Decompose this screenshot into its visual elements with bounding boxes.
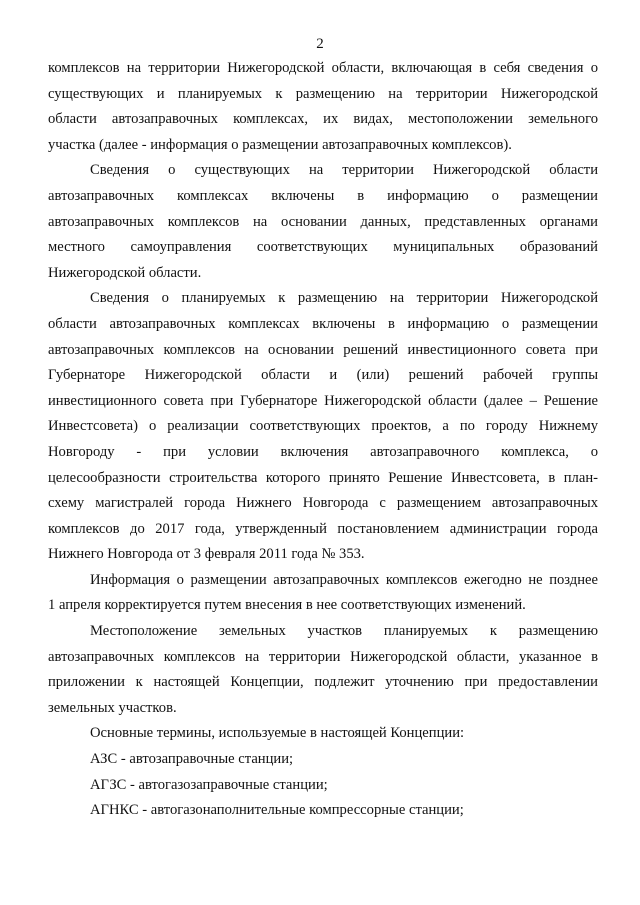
text-line: Местоположение земельных участков планируемых к размещению	[90, 623, 598, 640]
terms-intro: Основные термины, используемые в настоящей Концепции:	[90, 725, 465, 742]
text-line: Нижегородской области.	[48, 264, 202, 281]
text-line: автозаправочных комплексах включены в информацию о размещении	[48, 187, 598, 204]
text-line: приложении к настоящей Концепции, подлежит уточнению при предоставлении	[48, 674, 598, 691]
paragraph-5	[48, 619, 598, 721]
text-line: целесообразности строительства которого принято Решение Инвестсовета, в план-	[48, 469, 598, 486]
paragraph-2	[48, 158, 598, 286]
page-number: 2	[316, 36, 324, 52]
text-line: автозаправочных комплексов на территории Нижегородской области, указанное в	[48, 648, 598, 665]
text-line: области автозаправочных комплексах, их видах, местоположении земельного	[48, 111, 598, 128]
text-line: автозаправочных комплексов на основании данных, представленных органами	[48, 213, 598, 230]
text-line: существующих и планируемых к размещению на территории Нижегородской	[48, 85, 598, 102]
document-body	[48, 56, 598, 824]
text-line: Новгороду - при условии включения автозаправочного комплекса, о	[48, 443, 598, 460]
text-line: участка (далее - информация о размещении автозаправочных комплексов).	[48, 136, 512, 153]
text-line: автозаправочных комплексов на основании решений инвестиционного совета при	[48, 341, 598, 358]
text-line: Сведения о планируемых к размещению на территории Нижегородской	[90, 290, 598, 307]
text-line: схему магистралей города Нижнего Новгорода с размещением автозаправочных	[48, 495, 598, 512]
paragraph-1	[48, 56, 598, 158]
text-line: инвестиционного совета при Губернаторе Нижегородской области (далее – Решение	[48, 392, 598, 409]
term-item: АГЗС - автогазозаправочные станции;	[90, 776, 328, 793]
text-line: области автозаправочных комплексах включены в информацию о размещении	[48, 315, 598, 332]
text-line: комплексов до 2017 года, утвержденный постановлением администрации города	[48, 520, 598, 537]
term-item: АЗС - автозаправочные станции;	[90, 751, 294, 768]
paragraph-3	[48, 286, 598, 568]
text-line: Инвестсовета) о реализации соответствующих проектов, а по городу Нижнему	[48, 418, 598, 435]
text-line: Сведения о существующих на территории Нижегородской области	[90, 162, 598, 179]
text-line: земельных участков.	[48, 699, 177, 716]
text-line: Информация о размещении автозаправочных комплексов ежегодно не позднее	[90, 571, 598, 588]
text-line: комплексов на территории Нижегородской области, включающая в себя сведения о	[48, 60, 598, 76]
text-line: Губернаторе Нижегородской области и (или) решений рабочей группы	[48, 367, 598, 384]
text-line: 1 апреля корректируется путем внесения в нее соответствующих изменений.	[48, 597, 526, 614]
term-item: АГНКС - автогазонаполнительные компрессорные станции;	[90, 802, 464, 819]
terms-section	[48, 721, 598, 823]
text-line: Нижнего Новгорода от 3 февраля 2011 года № 353.	[48, 546, 365, 563]
paragraph-4	[48, 568, 598, 619]
text-line: местного самоуправления соответствующих муниципальных образований	[48, 239, 598, 256]
